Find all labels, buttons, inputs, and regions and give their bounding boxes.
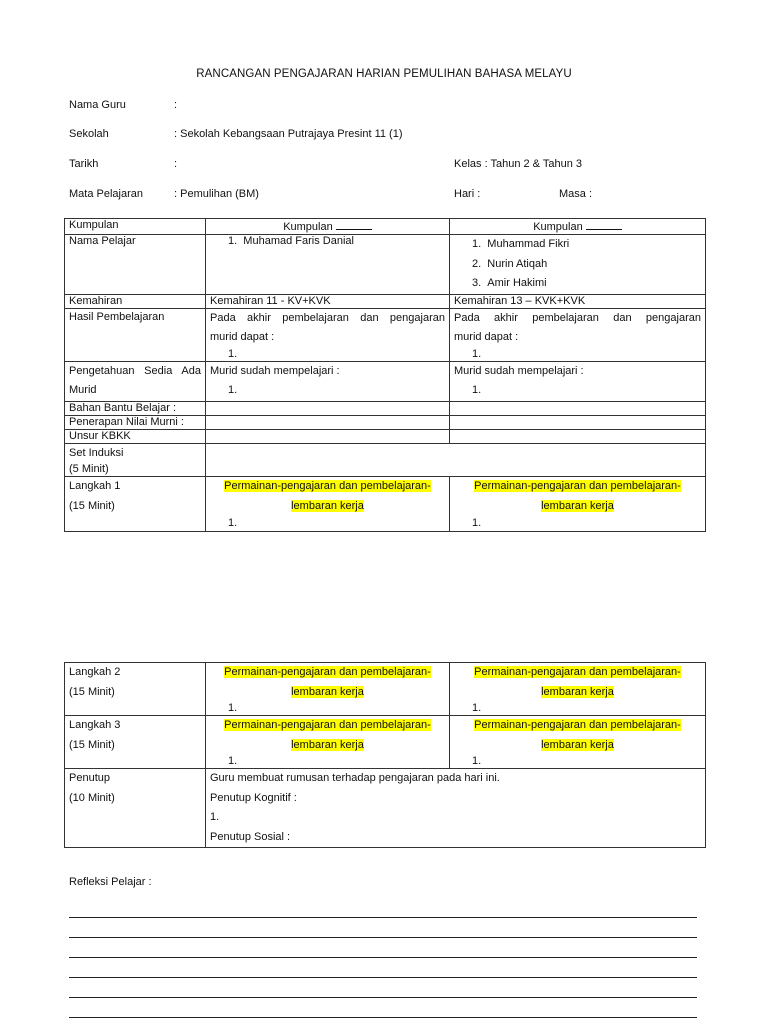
students-b-list [454,235,701,294]
lesson-plan-table-2 [64,662,706,848]
pengetahuan-b-item: 1. [472,384,482,396]
kumpulan-label: Kumpulan [65,219,206,235]
pengetahuan-a-cell [206,361,450,401]
langkah1-label: Langkah 1 [69,480,121,492]
langkah2-time: (15 Minit) [69,685,115,698]
hasil-a-cell [206,308,450,361]
student-list-item: 1. Muhammad Fikri [472,238,570,250]
hasil-pembelajaran-row [65,308,706,361]
hasil-a-item: 1. [228,347,238,360]
masa-field: Masa : [559,188,593,200]
langkah3-label: Langkah 3 [69,719,121,731]
set-induksi-content [206,443,706,477]
document-title: RANCANGAN PENGAJARAN HARIAN PEMULIHAN BAHASA MELAYU [196,68,572,80]
activity-line2: lembaran kerja [291,738,364,751]
activity-line1: Permainan-pengajaran dan pembelajaran- [474,480,681,492]
lesson-plan-table-1 [64,218,706,532]
nama-guru-value: : [174,99,178,111]
activity-line1: Permainan-pengajaran dan pembelajaran- [474,666,681,678]
penerapan-label: Penerapan Nilai Murni : [65,415,206,429]
activity-item: 1. [472,755,482,767]
nama-pelajar-label: Nama Pelajar [65,235,206,295]
refleksi-writing-line [69,917,697,918]
penerapan-b-cell [450,415,706,429]
set-induksi-label-cell [65,443,206,477]
langkah2-b-cell [450,663,706,716]
langkah1-label-cell [65,477,206,532]
activity-item: 1. [228,755,238,767]
hari-field: Hari : [454,188,481,200]
langkah3-b-cell [450,716,706,769]
kelas-field: Kelas : Tahun 2 & Tahun 3 [454,158,583,170]
bahan-b-cell [450,401,706,415]
langkah1-time: (15 Minit) [69,499,115,512]
activity-item: 1. [228,517,238,529]
kemahiran-label: Kemahiran [65,294,206,308]
pengetahuan-row [65,361,706,401]
kumpulan-a-blank [336,219,372,230]
penutup-content [206,769,706,848]
activity-line2: lembaran kerja [541,499,614,512]
activity-item: 1. [472,517,482,529]
nama-pelajar-row [65,235,706,295]
mata-pelajaran-row [69,188,709,204]
students-a-cell [206,235,450,295]
mata-pelajaran-value: : Pemulihan (BM) [174,188,259,200]
pengetahuan-a-text: Murid sudah mempelajari : [210,364,340,377]
kumpulan-a-cell [206,219,450,235]
hasil-b-item: 1. [472,347,482,360]
hasil-a-line1: Pada akhir pembelajaran dan pengajaran [210,311,445,324]
set-induksi-label: Set Induksi [69,446,124,459]
kumpulan-row [65,219,706,235]
activity-line1: Permainan-pengajaran dan pembelajaran- [224,480,431,492]
langkah1-b-cell [450,477,706,532]
langkah2-row [65,663,706,716]
refleksi-writing-line [69,957,697,958]
kemahiran-a: Kemahiran 11 - KV+KVK [206,294,450,308]
sekolah-label: Sekolah [69,128,109,140]
hasil-b-line2: murid dapat : [454,331,519,343]
unsur-b-cell [450,429,706,443]
pengetahuan-a-item: 1. [228,384,238,396]
kumpulan-b-cell [450,219,706,235]
tarikh-value: : [174,158,178,170]
activity-line2: lembaran kerja [291,499,364,512]
set-induksi-row [65,443,706,477]
langkah1-a-cell [206,477,450,532]
nama-guru-row [69,99,709,115]
langkah1-row [65,477,706,532]
bahan-a-cell [206,401,450,415]
activity-line1: Permainan-pengajaran dan pembelajaran- [224,666,431,678]
refleksi-label: Refleksi Pelajar : [69,876,152,888]
pengetahuan-label-line1: Pengetahuan Sedia Ada [69,364,201,377]
penutup-row [65,769,706,848]
kumpulan-b-label: Kumpulan [533,221,583,233]
refleksi-writing-line [69,997,697,998]
set-induksi-time: (5 Minit) [69,463,109,475]
penerapan-a-cell [206,415,450,429]
langkah2-label: Langkah 2 [69,666,121,678]
activity-line1: Permainan-pengajaran dan pembelajaran- [224,719,431,731]
student-list-item: 2. Nurin Atiqah [472,257,548,270]
bahan-label: Bahan Bantu Belajar : [65,401,206,415]
langkah3-row [65,716,706,769]
penutup-time: (10 Minit) [69,791,115,804]
refleksi-writing-line [69,977,697,978]
langkah3-a-cell [206,716,450,769]
langkah3-label-cell [65,716,206,769]
hasil-pembelajaran-label: Hasil Pembelajaran [65,308,206,361]
pengetahuan-label-line2: Murid [69,384,97,396]
activity-item: 1. [228,702,238,714]
activity-line2: lembaran kerja [291,685,364,698]
penerapan-row [65,415,706,429]
mata-pelajaran-label: Mata Pelajaran [69,188,143,200]
activity-item: 1. [472,702,482,714]
unsur-a-cell [206,429,450,443]
students-b-cell [450,235,706,295]
pengetahuan-label-cell [65,361,206,401]
penutup-label-cell [65,769,206,848]
refleksi-writing-line [69,937,697,938]
sekolah-row [69,128,709,144]
langkah2-label-cell [65,663,206,716]
unsur-row [65,429,706,443]
activity-line2: lembaran kerja [541,685,614,698]
sekolah-value: : Sekolah Kebangsaan Putrajaya Presint 11 (1) [174,128,403,140]
kumpulan-b-blank [586,219,622,230]
bahan-row [65,401,706,415]
penutup-line4: Penutup Sosial : [210,830,291,843]
penutup-line1: Guru membuat rumusan terhadap pengajaran pada hari ini. [210,772,500,784]
students-a-list [210,235,445,248]
hasil-b-line1: Pada akhir pembelajaran dan pengajaran [454,311,701,324]
refleksi-writing-line [69,1017,697,1018]
activity-line1: Permainan-pengajaran dan pembelajaran- [474,719,681,731]
student-list-item: 1. Muhamad Faris Danial [228,235,354,247]
unsur-label: Unsur KBKK [65,429,206,443]
student-list-item: 3. Amir Hakimi [472,277,547,289]
tarikh-row [69,158,709,174]
activity-line2: lembaran kerja [541,738,614,751]
nama-guru-label: Nama Guru [69,99,126,111]
penutup-line3: 1. [210,811,220,823]
kemahiran-b: Kemahiran 13 – KVK+KVK [450,294,706,308]
hasil-b-cell [450,308,706,361]
langkah2-a-cell [206,663,450,716]
hasil-a-line2: murid dapat : [210,331,275,343]
pengetahuan-b-cell [450,361,706,401]
tarikh-label: Tarikh [69,158,99,170]
langkah3-time: (15 Minit) [69,738,115,751]
penutup-label: Penutup [69,772,110,784]
penutup-line2: Penutup Kognitif : [210,791,297,804]
kumpulan-a-label: Kumpulan [283,221,333,233]
kemahiran-row [65,294,706,308]
pengetahuan-b-text: Murid sudah mempelajari : [454,364,584,377]
